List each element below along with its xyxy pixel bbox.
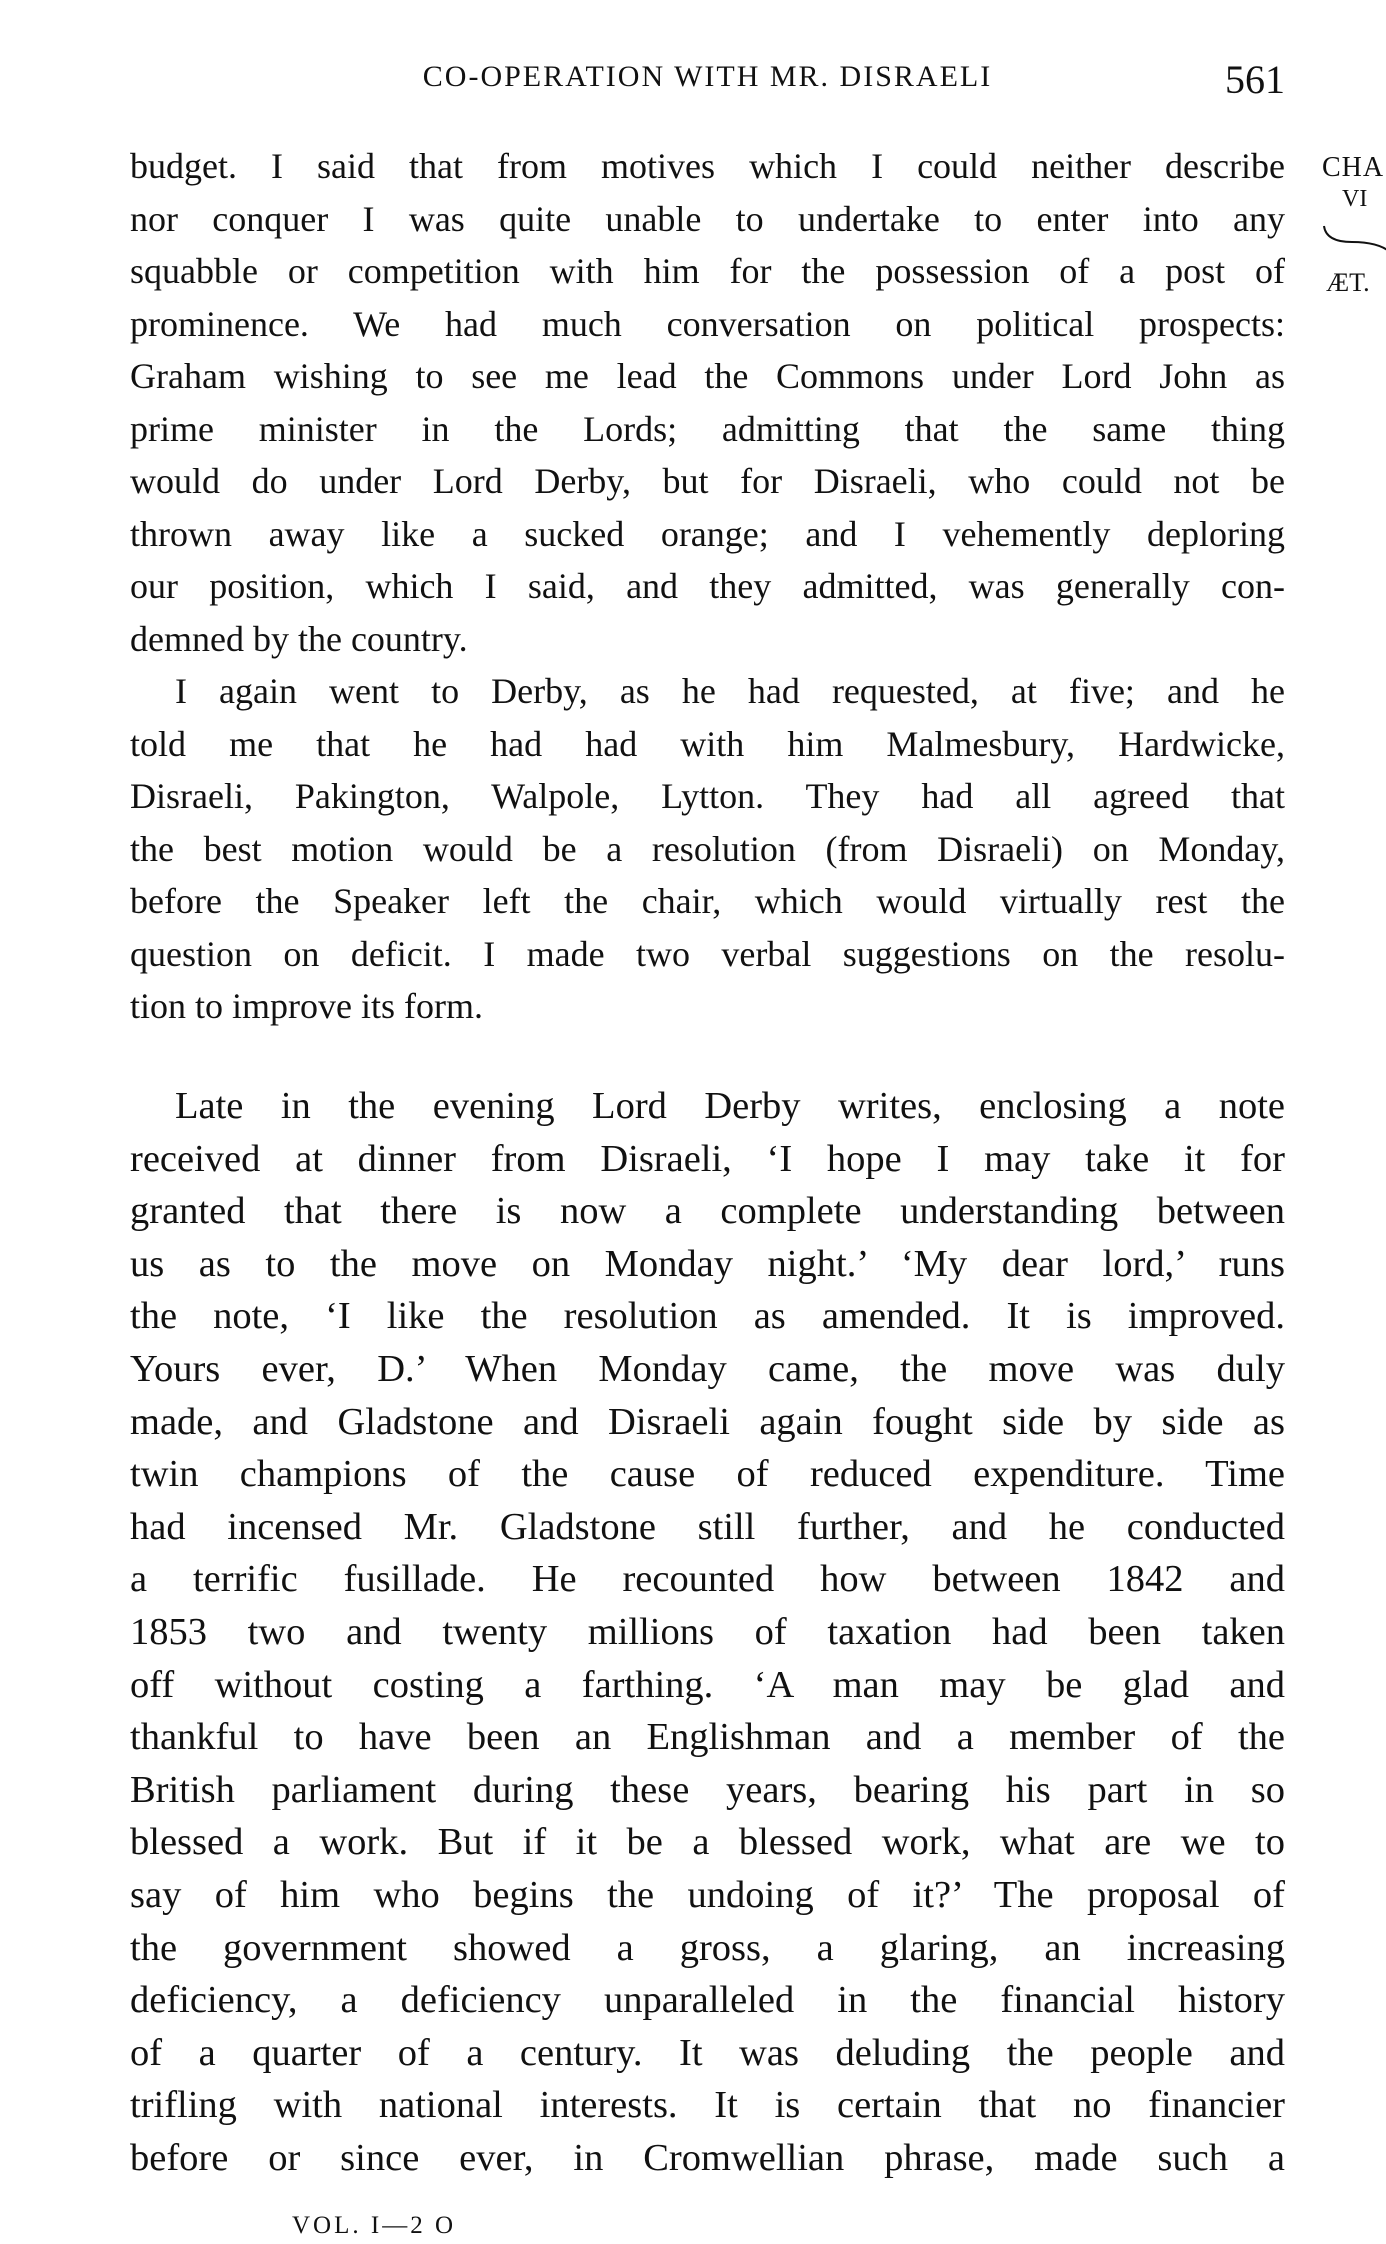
margin-chapter-label: CHA (1322, 152, 1385, 183)
journal-extract (130, 140, 1285, 1033)
text-line: Late in the evening Lord Derby writes, enclosing a note (175, 1085, 1285, 1127)
text-line: I again went to Derby, as he had requested, at five; and he (175, 671, 1285, 711)
signature-mark: VOL. I—2 O (292, 2212, 457, 2239)
text-line: before the Speaker left the chair, which would virtually rest the (130, 881, 1285, 921)
text-line: the note, ‘I like the resolution as amended. It is improved. (130, 1295, 1285, 1338)
text-line: trifling with national interests. It is certain that no financier (130, 2084, 1285, 2127)
text-line: Disraeli, Pakington, Walpole, Lytton. They had all agreed that (130, 776, 1285, 816)
text-line: Yours ever, D.’ When Monday came, the move was duly (130, 1347, 1285, 1390)
text-line: told me that he had had with him Malmesbury, Hardwicke, (130, 723, 1285, 764)
text-line: us as to the move on Monday night.’ ‘My dear lord,’ runs (130, 1242, 1285, 1285)
running-title: CO-OPERATION WITH MR. DISRAELI (422, 60, 993, 93)
text-line: our position, which I said, and they admitted, was generally con- (130, 566, 1285, 606)
text-line: would do under Lord Derby, but for Disraeli, who could not be (130, 461, 1285, 501)
text-line: the government showed a gross, a glaring, an increasing (130, 1926, 1285, 1969)
margin-brace-icon (1322, 222, 1386, 262)
text-line: Graham wishing to see me lead the Commons under Lord John as (130, 356, 1285, 396)
narrative-paragraph (130, 1080, 1285, 2184)
text-line: nor conquer I was quite unable to undertake to enter into any (130, 198, 1285, 239)
text-line: made, and Gladstone and Disraeli again fought side by side as (130, 1400, 1285, 1443)
margin-note (1322, 152, 1386, 312)
text-line: received at dinner from Disraeli, ‘I hope I may take it for (130, 1137, 1285, 1180)
text-line: the best motion would be a resolution (from Disraeli) on Monday, (130, 828, 1285, 869)
text-line: a terrific fusillade. He recounted how between 1842 and (130, 1558, 1285, 1601)
text-line: twin champions of the cause of reduced expenditure. Time (130, 1453, 1285, 1496)
running-head (130, 56, 1285, 106)
text-line: granted that there is now a complete understanding between (130, 1190, 1285, 1233)
margin-chapter-number: VI (1342, 186, 1368, 212)
page-number: 561 (1225, 57, 1285, 102)
text-line: prime minister in the Lords; admitting that the same thing (130, 408, 1285, 449)
journal-paragraph-1 (130, 140, 1285, 665)
text-line: before or since ever, in Cromwellian phrase, made such a (130, 2136, 1285, 2179)
text-line: say of him who begins the undoing of it?’ The proposal of (130, 1873, 1285, 1916)
text-line: prominence. We had much conversation on political prospects: (130, 303, 1285, 344)
text-line: question on deficit. I made two verbal suggestions on the resolu- (130, 933, 1285, 974)
text-line: 1853 two and twenty millions of taxation had been taken (130, 1610, 1285, 1653)
text-line: deficiency, a deficiency unparalleled in the financial history (130, 1979, 1285, 2022)
text-line: had incensed Mr. Gladstone still further, and he conducted (130, 1505, 1285, 1548)
text-line: British parliament during these years, bearing his part in so (130, 1768, 1285, 1811)
margin-age-label: ÆT. (1326, 268, 1370, 297)
text-line: demned by the country. (130, 618, 468, 659)
text-line: squabble or competition with him for the possession of a post of (130, 251, 1285, 291)
text-line: thrown away like a sucked orange; and I vehemently deploring (130, 513, 1285, 554)
text-line: off without costing a farthing. ‘A man may be glad and (130, 1663, 1285, 1706)
text-line: tion to improve its form. (130, 986, 483, 1026)
text-line: budget. I said that from motives which I could neither describe (130, 146, 1285, 186)
text-line: blessed a work. But if it be a blessed work, what are we to (130, 1821, 1285, 1864)
text-line: thankful to have been an Englishman and a member of the (130, 1716, 1285, 1759)
journal-paragraph-2 (130, 665, 1285, 1033)
text-line: of a quarter of a century. It was deluding the people and (130, 2031, 1285, 2074)
